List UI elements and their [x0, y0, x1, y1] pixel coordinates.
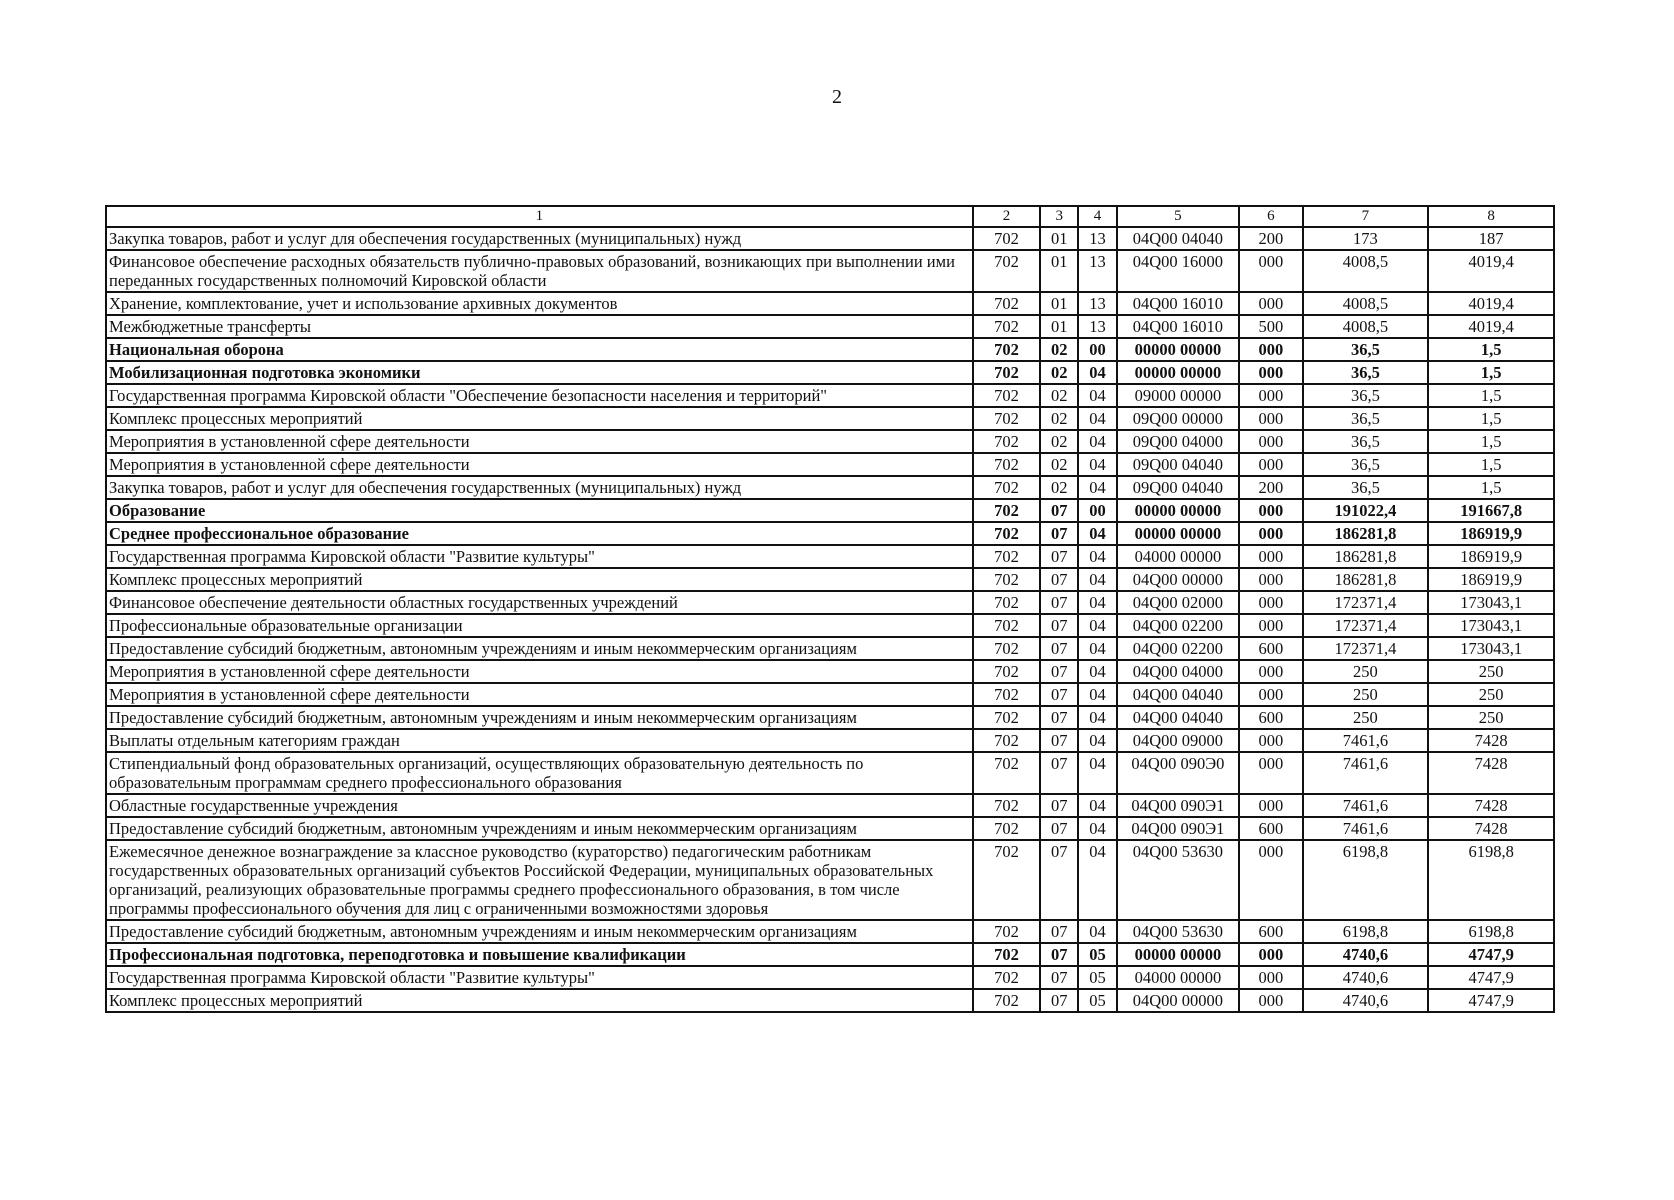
row-code-5: 04Q00 04040	[1117, 227, 1240, 250]
row-code-2: 702	[973, 522, 1040, 545]
row-code-4: 00	[1078, 338, 1116, 361]
table-row	[106, 499, 1554, 522]
row-code-4: 04	[1078, 752, 1116, 794]
row-value-8: 4019,4	[1428, 315, 1554, 338]
row-code-2: 702	[973, 430, 1040, 453]
row-value-8: 191667,8	[1428, 499, 1554, 522]
row-code-2: 702	[973, 920, 1040, 943]
row-name: Стипендиальный фонд образовательных организаций, осуществляющих образовательную деятельность по образовательным программам среднего профессионального образования	[106, 752, 973, 794]
row-value-7: 36,5	[1303, 361, 1429, 384]
row-value-8: 4747,9	[1428, 943, 1554, 966]
row-code-3: 02	[1040, 430, 1078, 453]
table-row	[106, 729, 1554, 752]
row-code-6: 000	[1239, 499, 1302, 522]
row-name: Хранение, комплектование, учет и использование архивных документов	[106, 292, 973, 315]
row-code-4: 04	[1078, 522, 1116, 545]
row-code-3: 01	[1040, 250, 1078, 292]
column-header: 3	[1040, 206, 1078, 227]
table-row	[106, 752, 1554, 794]
table-row	[106, 453, 1554, 476]
row-code-6: 000	[1239, 250, 1302, 292]
row-code-6: 000	[1239, 840, 1302, 920]
row-value-7: 250	[1303, 706, 1429, 729]
row-code-4: 13	[1078, 292, 1116, 315]
row-code-4: 00	[1078, 499, 1116, 522]
row-value-7: 7461,6	[1303, 752, 1429, 794]
row-code-3: 07	[1040, 591, 1078, 614]
row-value-7: 250	[1303, 683, 1429, 706]
row-code-3: 07	[1040, 794, 1078, 817]
row-code-3: 02	[1040, 384, 1078, 407]
row-code-2: 702	[973, 794, 1040, 817]
row-code-2: 702	[973, 407, 1040, 430]
row-value-8: 7428	[1428, 752, 1554, 794]
row-code-4: 04	[1078, 430, 1116, 453]
table-row	[106, 227, 1554, 250]
row-code-2: 702	[973, 752, 1040, 794]
row-value-8: 6198,8	[1428, 920, 1554, 943]
row-code-6: 600	[1239, 920, 1302, 943]
row-code-6: 000	[1239, 338, 1302, 361]
row-value-8: 1,5	[1428, 407, 1554, 430]
row-code-4: 04	[1078, 591, 1116, 614]
table-row	[106, 614, 1554, 637]
row-code-4: 05	[1078, 989, 1116, 1012]
row-code-4: 05	[1078, 943, 1116, 966]
row-value-8: 186919,9	[1428, 568, 1554, 591]
row-code-4: 04	[1078, 614, 1116, 637]
row-code-5: 00000 00000	[1117, 499, 1240, 522]
row-value-8: 173043,1	[1428, 614, 1554, 637]
row-code-3: 02	[1040, 453, 1078, 476]
row-value-7: 4008,5	[1303, 250, 1429, 292]
row-name: Финансовое обеспечение деятельности областных государственных учреждений	[106, 591, 973, 614]
row-value-7: 6198,8	[1303, 920, 1429, 943]
row-code-5: 04Q00 16010	[1117, 315, 1240, 338]
row-value-7: 36,5	[1303, 476, 1429, 499]
row-code-3: 07	[1040, 660, 1078, 683]
table-row	[106, 384, 1554, 407]
row-code-4: 13	[1078, 250, 1116, 292]
row-value-8: 4019,4	[1428, 292, 1554, 315]
row-value-7: 4740,6	[1303, 943, 1429, 966]
row-code-2: 702	[973, 591, 1040, 614]
row-value-7: 186281,8	[1303, 522, 1429, 545]
column-header: 7	[1303, 206, 1429, 227]
row-code-4: 05	[1078, 966, 1116, 989]
row-value-7: 4008,5	[1303, 292, 1429, 315]
row-code-3: 07	[1040, 545, 1078, 568]
row-name: Образование	[106, 499, 973, 522]
row-code-4: 04	[1078, 453, 1116, 476]
row-code-4: 04	[1078, 794, 1116, 817]
row-code-6: 000	[1239, 361, 1302, 384]
table-row	[106, 292, 1554, 315]
row-code-6: 000	[1239, 384, 1302, 407]
table-row	[106, 660, 1554, 683]
row-code-5: 04Q00 090Э1	[1117, 794, 1240, 817]
row-name: Мероприятия в установленной сфере деятельности	[106, 430, 973, 453]
row-name: Мероприятия в установленной сфере деятельности	[106, 683, 973, 706]
row-value-8: 187	[1428, 227, 1554, 250]
table-row	[106, 361, 1554, 384]
row-code-5: 04Q00 02200	[1117, 637, 1240, 660]
row-code-6: 000	[1239, 292, 1302, 315]
row-code-5: 00000 00000	[1117, 361, 1240, 384]
row-value-7: 173	[1303, 227, 1429, 250]
row-code-2: 702	[973, 729, 1040, 752]
row-code-4: 04	[1078, 683, 1116, 706]
row-code-3: 02	[1040, 476, 1078, 499]
row-code-4: 04	[1078, 476, 1116, 499]
row-code-4: 04	[1078, 361, 1116, 384]
row-code-5: 09000 00000	[1117, 384, 1240, 407]
row-code-6: 000	[1239, 683, 1302, 706]
row-code-6: 500	[1239, 315, 1302, 338]
row-code-6: 000	[1239, 591, 1302, 614]
row-code-5: 09Q00 00000	[1117, 407, 1240, 430]
row-code-3: 07	[1040, 817, 1078, 840]
row-code-3: 07	[1040, 840, 1078, 920]
row-value-7: 6198,8	[1303, 840, 1429, 920]
row-name: Предоставление субсидий бюджетным, автономным учреждениям и иным некоммерческим организациям	[106, 637, 973, 660]
row-value-8: 186919,9	[1428, 522, 1554, 545]
row-name: Среднее профессиональное образование	[106, 522, 973, 545]
row-code-6: 000	[1239, 752, 1302, 794]
row-code-6: 200	[1239, 227, 1302, 250]
row-value-8: 1,5	[1428, 384, 1554, 407]
table-row	[106, 476, 1554, 499]
row-value-7: 36,5	[1303, 453, 1429, 476]
row-value-7: 36,5	[1303, 338, 1429, 361]
table-row	[106, 637, 1554, 660]
row-code-2: 702	[973, 227, 1040, 250]
row-code-5: 00000 00000	[1117, 338, 1240, 361]
row-name: Профессиональные образовательные организации	[106, 614, 973, 637]
row-code-5: 09Q00 04040	[1117, 476, 1240, 499]
row-code-6: 600	[1239, 637, 1302, 660]
row-code-5: 00000 00000	[1117, 943, 1240, 966]
row-value-7: 36,5	[1303, 430, 1429, 453]
table-row	[106, 683, 1554, 706]
row-code-3: 07	[1040, 568, 1078, 591]
row-code-2: 702	[973, 453, 1040, 476]
row-name: Национальная оборона	[106, 338, 973, 361]
table-row	[106, 338, 1554, 361]
row-code-2: 702	[973, 338, 1040, 361]
row-code-2: 702	[973, 545, 1040, 568]
table-row	[106, 817, 1554, 840]
row-code-3: 07	[1040, 522, 1078, 545]
row-name: Межбюджетные трансферты	[106, 315, 973, 338]
row-value-8: 186919,9	[1428, 545, 1554, 568]
row-code-2: 702	[973, 817, 1040, 840]
row-code-5: 09Q00 04000	[1117, 430, 1240, 453]
table-row	[106, 920, 1554, 943]
column-header: 5	[1117, 206, 1240, 227]
row-value-7: 7461,6	[1303, 729, 1429, 752]
row-code-2: 702	[973, 315, 1040, 338]
row-code-5: 04Q00 02200	[1117, 614, 1240, 637]
row-code-3: 07	[1040, 499, 1078, 522]
budget-table	[105, 205, 1555, 1013]
row-value-7: 186281,8	[1303, 568, 1429, 591]
row-code-3: 02	[1040, 361, 1078, 384]
row-value-7: 4008,5	[1303, 315, 1429, 338]
row-value-7: 7461,6	[1303, 794, 1429, 817]
row-code-5: 04000 00000	[1117, 966, 1240, 989]
table-row	[106, 430, 1554, 453]
row-code-5: 04Q00 53630	[1117, 920, 1240, 943]
row-value-8: 1,5	[1428, 476, 1554, 499]
row-code-3: 01	[1040, 315, 1078, 338]
row-code-6: 000	[1239, 729, 1302, 752]
table-row	[106, 250, 1554, 292]
row-code-6: 000	[1239, 407, 1302, 430]
row-value-8: 173043,1	[1428, 637, 1554, 660]
row-code-5: 04000 00000	[1117, 545, 1240, 568]
page-number: 2	[832, 86, 842, 108]
row-code-3: 02	[1040, 338, 1078, 361]
row-code-6: 600	[1239, 706, 1302, 729]
row-code-2: 702	[973, 568, 1040, 591]
row-name: Мероприятия в установленной сфере деятельности	[106, 660, 973, 683]
row-name: Закупка товаров, работ и услуг для обеспечения государственных (муниципальных) нужд	[106, 476, 973, 499]
row-code-5: 04Q00 090Э0	[1117, 752, 1240, 794]
row-value-8: 7428	[1428, 729, 1554, 752]
row-code-4: 04	[1078, 817, 1116, 840]
row-code-5: 04Q00 16000	[1117, 250, 1240, 292]
column-header: 1	[106, 206, 973, 227]
row-code-6: 200	[1239, 476, 1302, 499]
table-row	[106, 407, 1554, 430]
row-code-3: 01	[1040, 227, 1078, 250]
row-code-5: 04Q00 04040	[1117, 683, 1240, 706]
row-code-5: 04Q00 02000	[1117, 591, 1240, 614]
row-code-3: 07	[1040, 729, 1078, 752]
row-code-4: 13	[1078, 227, 1116, 250]
row-name: Комплекс процессных мероприятий	[106, 989, 973, 1012]
row-code-2: 702	[973, 361, 1040, 384]
row-value-7: 172371,4	[1303, 591, 1429, 614]
row-name: Государственная программа Кировской области "Развитие культуры"	[106, 545, 973, 568]
row-code-2: 702	[973, 989, 1040, 1012]
row-code-3: 07	[1040, 683, 1078, 706]
row-code-4: 04	[1078, 840, 1116, 920]
row-code-3: 07	[1040, 706, 1078, 729]
table-row	[106, 989, 1554, 1012]
row-code-6: 000	[1239, 614, 1302, 637]
row-code-2: 702	[973, 499, 1040, 522]
table-row	[106, 794, 1554, 817]
row-code-3: 07	[1040, 752, 1078, 794]
row-value-8: 6198,8	[1428, 840, 1554, 920]
table-row	[106, 591, 1554, 614]
row-code-2: 702	[973, 966, 1040, 989]
row-code-6: 000	[1239, 568, 1302, 591]
row-code-6: 000	[1239, 522, 1302, 545]
table-row	[106, 522, 1554, 545]
row-code-3: 07	[1040, 989, 1078, 1012]
row-code-3: 07	[1040, 966, 1078, 989]
row-name: Финансовое обеспечение расходных обязательств публично-правовых образований, возникающих при выполнении ими переданных государственных полномочий Кировской области	[106, 250, 973, 292]
row-name: Мобилизационная подготовка экономики	[106, 361, 973, 384]
row-value-8: 1,5	[1428, 338, 1554, 361]
row-code-5: 09Q00 04040	[1117, 453, 1240, 476]
header-row	[106, 206, 1554, 227]
row-value-8: 1,5	[1428, 453, 1554, 476]
row-code-6: 000	[1239, 966, 1302, 989]
row-code-2: 702	[973, 943, 1040, 966]
row-value-7: 172371,4	[1303, 637, 1429, 660]
table-row	[106, 706, 1554, 729]
column-header: 6	[1239, 206, 1302, 227]
row-code-2: 702	[973, 840, 1040, 920]
row-code-2: 702	[973, 250, 1040, 292]
row-name: Ежемесячное денежное вознаграждение за классное руководство (кураторство) педагогическим работникам государственных образовательных организаций субъектов Российской Федерации, муниципальных образовательных организаций, реализующих образовательные программы среднего профессионального образования, в том числе программы профессионального обучения для лиц с ограниченными возможностями здоровья	[106, 840, 973, 920]
row-code-5: 04Q00 090Э1	[1117, 817, 1240, 840]
row-code-3: 07	[1040, 637, 1078, 660]
row-name: Мероприятия в установленной сфере деятельности	[106, 453, 973, 476]
row-code-4: 04	[1078, 660, 1116, 683]
row-code-6: 000	[1239, 794, 1302, 817]
row-code-4: 04	[1078, 706, 1116, 729]
row-code-5: 04Q00 16010	[1117, 292, 1240, 315]
row-code-5: 04Q00 04040	[1117, 706, 1240, 729]
row-value-7: 7461,6	[1303, 817, 1429, 840]
row-code-6: 600	[1239, 817, 1302, 840]
row-code-5: 04Q00 04000	[1117, 660, 1240, 683]
row-code-4: 04	[1078, 637, 1116, 660]
table-row	[106, 545, 1554, 568]
row-value-8: 4019,4	[1428, 250, 1554, 292]
row-value-8: 1,5	[1428, 361, 1554, 384]
table-row	[106, 943, 1554, 966]
table-row	[106, 840, 1554, 920]
row-code-4: 13	[1078, 315, 1116, 338]
row-code-5: 00000 00000	[1117, 522, 1240, 545]
row-code-6: 000	[1239, 430, 1302, 453]
row-value-7: 4740,6	[1303, 966, 1429, 989]
column-header: 2	[973, 206, 1040, 227]
row-code-2: 702	[973, 614, 1040, 637]
row-name: Комплекс процессных мероприятий	[106, 407, 973, 430]
row-value-7: 250	[1303, 660, 1429, 683]
row-code-6: 000	[1239, 989, 1302, 1012]
table-row	[106, 568, 1554, 591]
row-code-2: 702	[973, 706, 1040, 729]
row-code-2: 702	[973, 660, 1040, 683]
row-code-3: 07	[1040, 614, 1078, 637]
table-row	[106, 966, 1554, 989]
row-code-4: 04	[1078, 920, 1116, 943]
row-code-2: 702	[973, 384, 1040, 407]
row-name: Предоставление субсидий бюджетным, автономным учреждениям и иным некоммерческим организациям	[106, 920, 973, 943]
row-code-5: 04Q00 00000	[1117, 568, 1240, 591]
row-code-5: 04Q00 00000	[1117, 989, 1240, 1012]
row-code-4: 04	[1078, 384, 1116, 407]
row-code-2: 702	[973, 683, 1040, 706]
row-value-7: 186281,8	[1303, 545, 1429, 568]
row-value-8: 173043,1	[1428, 591, 1554, 614]
row-code-3: 01	[1040, 292, 1078, 315]
table-row	[106, 315, 1554, 338]
row-value-8: 250	[1428, 660, 1554, 683]
row-value-8: 4747,9	[1428, 966, 1554, 989]
row-code-2: 702	[973, 637, 1040, 660]
row-name: Предоставление субсидий бюджетным, автономным учреждениям и иным некоммерческим организациям	[106, 706, 973, 729]
row-value-7: 4740,6	[1303, 989, 1429, 1012]
row-code-4: 04	[1078, 568, 1116, 591]
row-value-8: 7428	[1428, 794, 1554, 817]
row-value-7: 191022,4	[1303, 499, 1429, 522]
row-value-7: 36,5	[1303, 407, 1429, 430]
row-value-8: 250	[1428, 683, 1554, 706]
row-name: Комплекс процессных мероприятий	[106, 568, 973, 591]
row-value-8: 7428	[1428, 817, 1554, 840]
row-code-4: 04	[1078, 545, 1116, 568]
row-code-6: 000	[1239, 660, 1302, 683]
row-value-8: 250	[1428, 706, 1554, 729]
column-header: 8	[1428, 206, 1554, 227]
table-body	[106, 227, 1554, 1012]
row-name: Государственная программа Кировской области "Развитие культуры"	[106, 966, 973, 989]
row-code-6: 000	[1239, 453, 1302, 476]
row-name: Предоставление субсидий бюджетным, автономным учреждениям и иным некоммерческим организациям	[106, 817, 973, 840]
row-code-3: 02	[1040, 407, 1078, 430]
row-name: Областные государственные учреждения	[106, 794, 973, 817]
row-code-2: 702	[973, 292, 1040, 315]
row-name: Государственная программа Кировской области "Обеспечение безопасности населения и территорий"	[106, 384, 973, 407]
row-code-6: 000	[1239, 943, 1302, 966]
row-value-7: 36,5	[1303, 384, 1429, 407]
row-code-2: 702	[973, 476, 1040, 499]
row-name: Выплаты отдельным категориям граждан	[106, 729, 973, 752]
row-code-6: 000	[1239, 545, 1302, 568]
row-code-5: 04Q00 53630	[1117, 840, 1240, 920]
row-code-3: 07	[1040, 943, 1078, 966]
row-value-8: 1,5	[1428, 430, 1554, 453]
row-code-5: 04Q00 09000	[1117, 729, 1240, 752]
row-name: Профессиональная подготовка, переподготовка и повышение квалификации	[106, 943, 973, 966]
row-name: Закупка товаров, работ и услуг для обеспечения государственных (муниципальных) нужд	[106, 227, 973, 250]
row-code-4: 04	[1078, 729, 1116, 752]
row-code-4: 04	[1078, 407, 1116, 430]
row-value-7: 172371,4	[1303, 614, 1429, 637]
column-header: 4	[1078, 206, 1116, 227]
row-value-8: 4747,9	[1428, 989, 1554, 1012]
row-code-3: 07	[1040, 920, 1078, 943]
